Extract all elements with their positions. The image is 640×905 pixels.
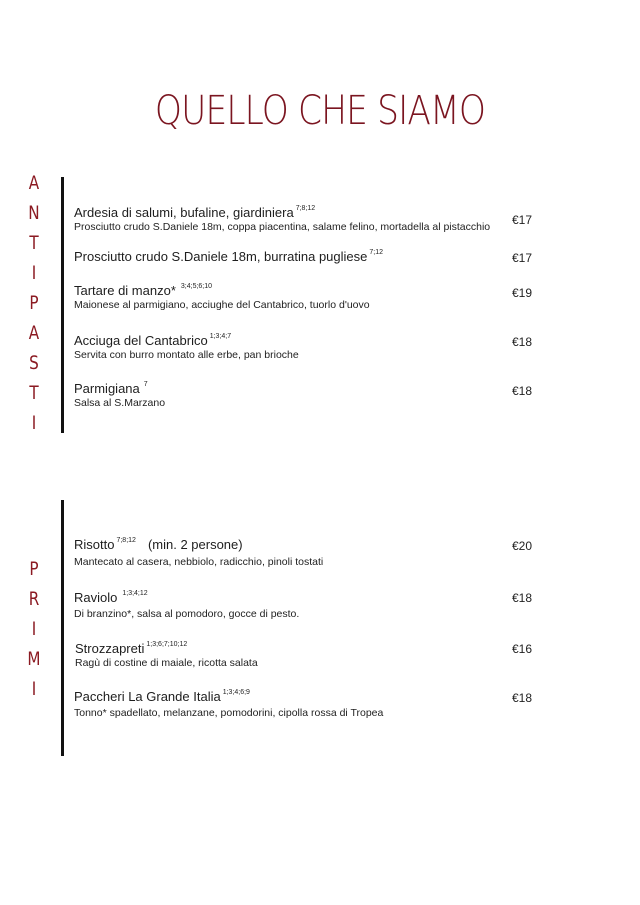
- menu-item-name: Acciuga del Cantabrico $^{1;3;4;7}$: [74, 333, 232, 348]
- menu-item-description: Servita con burro montato alle erbe, pan brioche: [74, 349, 299, 361]
- section-label-letter: T: [29, 232, 39, 254]
- section-label-letter: S: [29, 352, 39, 374]
- menu-item-description: Tonno* spadellato, melanzane, pomodorini, cipolla rossa di Tropea: [74, 707, 384, 719]
- menu-item-price: €17: [512, 251, 533, 265]
- menu-item-price: €20: [512, 539, 533, 553]
- page-title: QUELLO CHE SIAMO: [154, 88, 486, 134]
- menu-item-price: €17: [512, 213, 533, 227]
- allergen-codes: 7;12: [369, 249, 384, 256]
- menu-item-name: Paccheri La Grande Italia $^{1;3;4;6;9}$: [74, 689, 250, 704]
- menu-item-description: Maionese al parmigiano, acciughe del Cantabrico, tuorlo d'uovo: [74, 299, 370, 311]
- menu-item: [74, 689, 534, 719]
- menu-item-name: Prosciutto crudo S.Daniele 18m, burratina pugliese $^{7;12}$: [74, 249, 384, 264]
- menu-item-name: Ardesia di salumi, bufaline, giardiniera $^{7;8;12}$: [74, 205, 316, 220]
- allergen-codes: 7;8;12: [295, 205, 316, 212]
- section-divider-bar: [61, 177, 64, 433]
- allergen-codes: 1;3;4;12: [122, 590, 148, 597]
- menu-item-description: Salsa al S.Marzano: [74, 397, 166, 409]
- section-label-letter: R: [28, 588, 40, 610]
- menu-item-note: (min. 2 persone): [147, 537, 243, 552]
- menu-item-name: Tartare di manzo* $^{3;4;5;6;10}$: [74, 283, 213, 298]
- section-label-letter: T: [29, 382, 39, 404]
- menu-item-price: €18: [512, 591, 533, 605]
- menu-item-description: Di branzino*, salsa al pomodoro, gocce di pesto.: [74, 608, 300, 620]
- menu-item-price: €18: [512, 335, 533, 349]
- section-label-letter: M: [27, 648, 41, 670]
- section-label-letter: N: [28, 202, 40, 224]
- menu-item-name: Raviolo $^{1;3;4;12}$: [74, 590, 148, 605]
- menu-item-price: €18: [512, 384, 533, 398]
- menu-item: [74, 641, 534, 669]
- section-label-letter: I: [31, 412, 37, 434]
- section-label-letter: A: [28, 322, 40, 344]
- menu-item-price: €18: [512, 691, 533, 705]
- menu-item: [74, 249, 534, 264]
- allergen-codes: 1;3;4;7: [209, 333, 232, 340]
- section-label-letter: I: [31, 262, 37, 284]
- menu-item-name: Risotto $^{7;8;12}$ (min. 2 persone): [74, 537, 243, 552]
- section-label-letter: P: [29, 292, 39, 314]
- menu-item: [74, 283, 534, 311]
- section-divider-bar: [61, 500, 64, 756]
- allergen-codes: 1;3;4;6;9: [222, 689, 250, 696]
- section-label-letter: A: [28, 172, 40, 194]
- menu-item-description: Ragù di costine di maiale, ricotta salata: [75, 657, 258, 669]
- menu-item: [74, 381, 534, 409]
- allergen-codes: 7;8;12: [116, 537, 136, 544]
- menu-item: [74, 205, 534, 233]
- allergen-codes: 7: [143, 381, 148, 388]
- menu-item-price: €19: [512, 286, 533, 300]
- menu-item-name: Parmigiana $^7$: [74, 381, 148, 396]
- allergen-codes: 3;4;5;6;10: [180, 283, 213, 290]
- menu-item-price: €16: [512, 642, 533, 656]
- allergen-codes: 1;3;6;7;10;12: [146, 641, 188, 648]
- menu-item: [74, 537, 534, 568]
- menu-item-description: Prosciutto crudo S.Daniele 18m, coppa piacentina, salame felino, mortadella al pistacchio: [74, 221, 491, 233]
- section-label-letter: I: [31, 678, 37, 700]
- section-label-letter: I: [31, 618, 37, 640]
- section-label-letter: P: [29, 558, 39, 580]
- menu-item: [74, 590, 534, 620]
- menu-item-name: Strozzapreti $^{1;3;6;7;10;12}$: [75, 641, 188, 656]
- menu-item: [74, 333, 534, 361]
- menu-item-description: Mantecato al casera, nebbiolo, radicchio, pinoli tostati: [74, 556, 324, 568]
